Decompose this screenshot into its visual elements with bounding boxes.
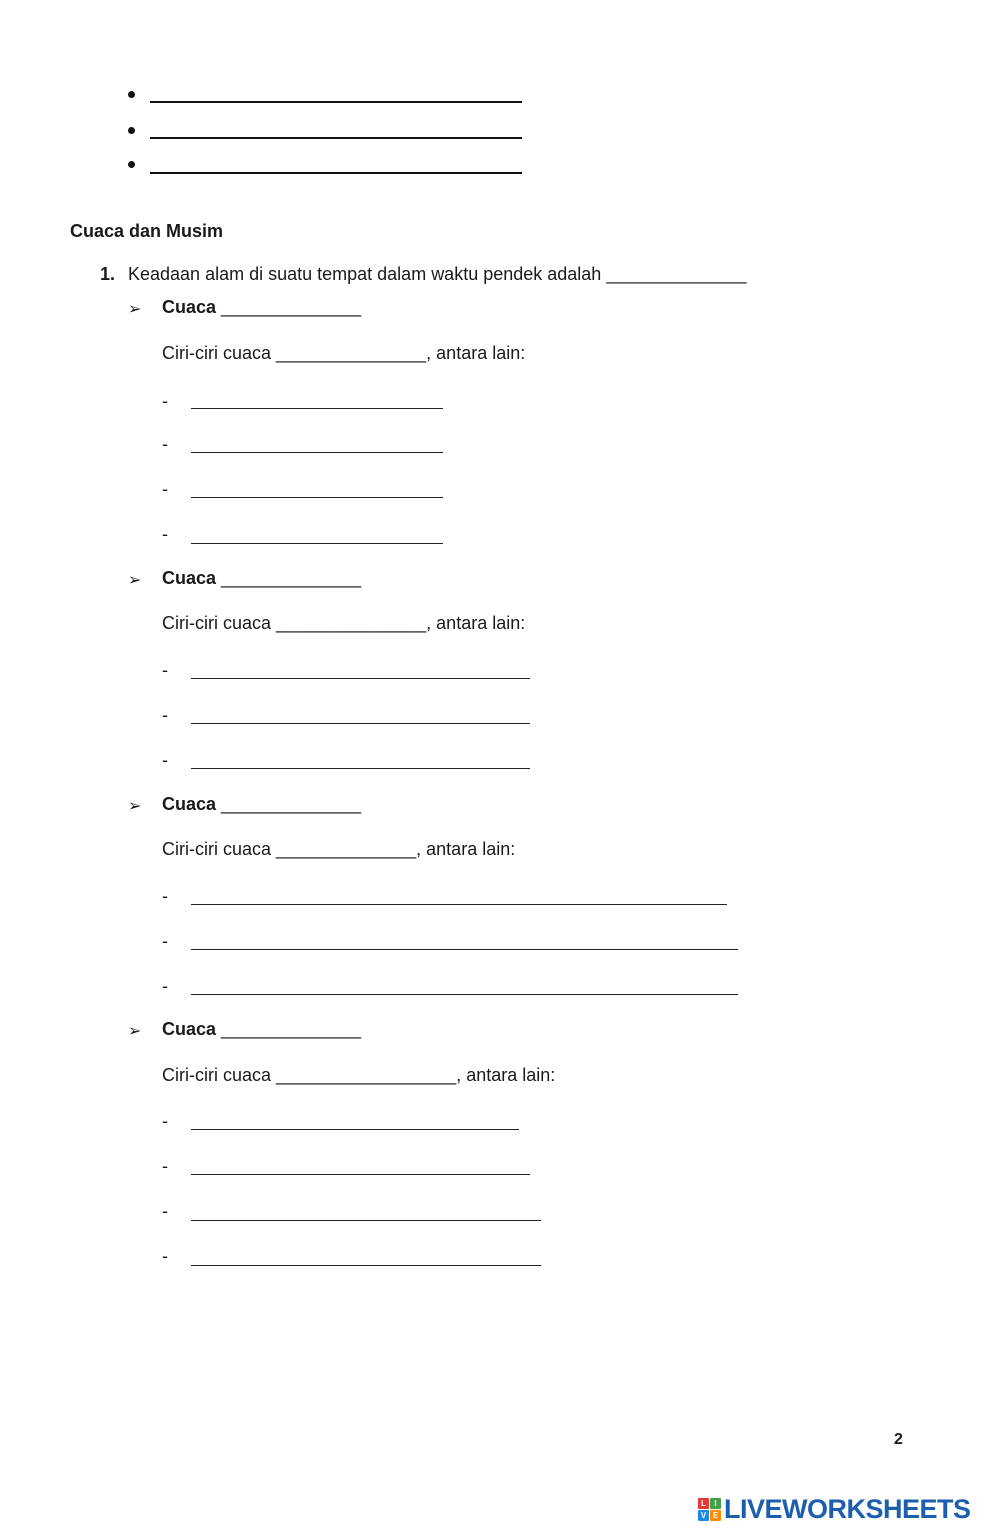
cuaca-label — [162, 297, 361, 318]
answer-blank[interactable] — [191, 408, 443, 409]
dash-bullet: - — [162, 931, 168, 951]
arrow-bullet-icon: ➢ — [128, 798, 142, 815]
ciri-text: Ciri-ciri cuaca _______________, antara lain: — [162, 343, 526, 363]
arrow-bullet-icon: ➢ — [128, 1023, 142, 1040]
answer-blank[interactable] — [191, 1220, 541, 1221]
answer-blank[interactable] — [150, 101, 522, 103]
page-number: 2 — [894, 1431, 903, 1448]
section-heading: Cuaca dan Musim — [70, 221, 224, 241]
answer-blank[interactable] — [191, 994, 738, 995]
ciri-text: Ciri-ciri cuaca __________________, antara lain: — [162, 1065, 556, 1085]
dash-bullet: - — [162, 391, 168, 411]
dash-bullet: - — [162, 479, 168, 499]
cuaca-label-bold: Cuaca — [162, 1019, 217, 1039]
dash-bullet: - — [162, 434, 168, 454]
ciri-text: Ciri-ciri cuaca _______________, antara lain: — [162, 613, 526, 633]
logo-letter: I — [710, 1498, 721, 1509]
liveworksheets-logo — [698, 1494, 971, 1525]
cuaca-label — [162, 1019, 361, 1040]
cuaca-label — [162, 794, 361, 815]
answer-blank[interactable] — [191, 452, 443, 453]
answer-blank[interactable] — [191, 904, 727, 905]
dash-bullet: - — [162, 1246, 168, 1266]
arrow-bullet-icon: ➢ — [128, 301, 142, 318]
answer-blank[interactable] — [191, 723, 530, 724]
answer-blank[interactable] — [191, 1174, 530, 1175]
cuaca-blank[interactable]: ______________ — [216, 1019, 362, 1039]
cuaca-blank[interactable]: ______________ — [216, 794, 362, 814]
logo-letter: L — [698, 1498, 709, 1509]
live-logo-icon — [698, 1498, 721, 1521]
logo-letter: E — [710, 1510, 721, 1521]
dash-bullet: - — [162, 886, 168, 906]
bullet-icon — [128, 127, 135, 134]
answer-blank[interactable] — [150, 172, 522, 174]
dash-bullet: - — [162, 976, 168, 996]
dash-bullet: - — [162, 524, 168, 544]
ciri-text: Ciri-ciri cuaca ______________, antara lain: — [162, 839, 516, 859]
logo-letter: V — [698, 1510, 709, 1521]
answer-blank[interactable] — [191, 1265, 541, 1266]
answer-blank[interactable] — [191, 768, 530, 769]
question-number: 1. — [100, 264, 116, 284]
answer-blank[interactable] — [191, 1129, 519, 1130]
answer-blank[interactable] — [191, 543, 443, 544]
brand-name: LIVEWORKSHEETS — [724, 1494, 971, 1524]
cuaca-label — [162, 568, 361, 589]
cuaca-blank[interactable]: ______________ — [216, 568, 362, 588]
dash-bullet: - — [162, 750, 168, 770]
answer-blank[interactable] — [191, 678, 530, 679]
bullet-icon — [128, 161, 135, 168]
cuaca-label-bold: Cuaca — [162, 297, 217, 317]
arrow-bullet-icon: ➢ — [128, 572, 142, 589]
cuaca-label-bold: Cuaca — [162, 568, 217, 588]
cuaca-label-bold: Cuaca — [162, 794, 217, 814]
answer-blank[interactable] — [150, 137, 522, 139]
dash-bullet: - — [162, 1156, 168, 1176]
answer-blank[interactable] — [191, 497, 443, 498]
dash-bullet: - — [162, 1201, 168, 1221]
dash-bullet: - — [162, 1111, 168, 1131]
cuaca-blank[interactable]: ______________ — [216, 297, 362, 317]
question-text: Keadaan alam di suatu tempat dalam waktu pendek adalah ______________ — [128, 264, 747, 284]
bullet-icon — [128, 91, 135, 98]
dash-bullet: - — [162, 705, 168, 725]
answer-blank[interactable] — [191, 949, 738, 950]
dash-bullet: - — [162, 660, 168, 680]
